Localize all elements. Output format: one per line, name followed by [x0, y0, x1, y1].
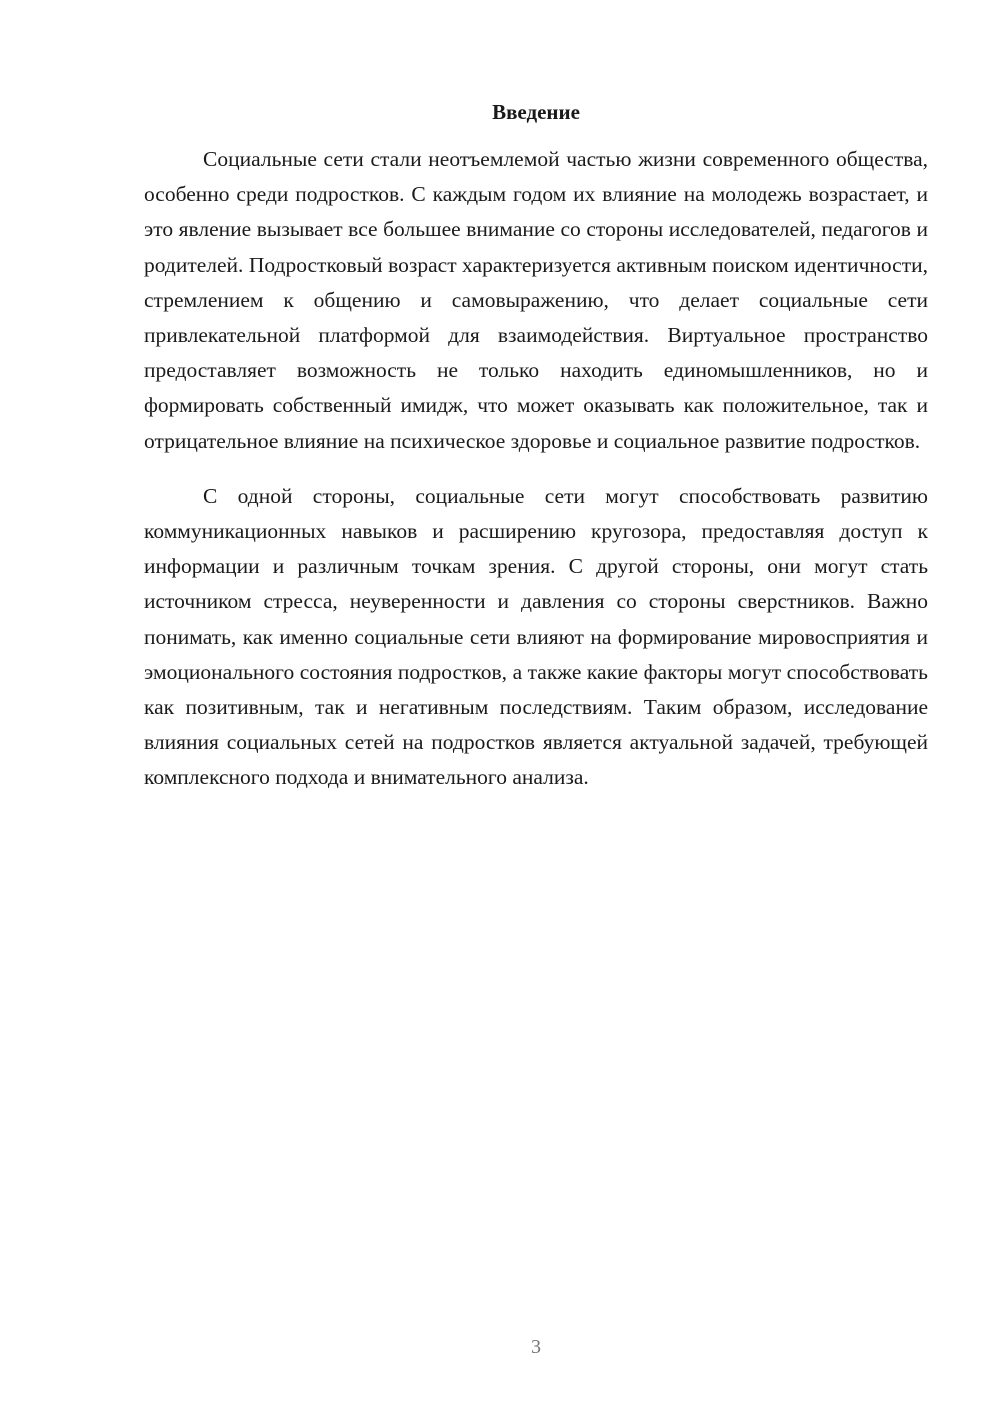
paragraph-2: С одной стороны, социальные сети могут способствовать развитию коммуникационных навыков и расширению кругозора, предоставляя доступ к информации и различным точкам зрения. С другой стороны, они могут стать источником стресса, неуверенности и давления со стороны сверстников. Важно понимать, как именно социальные сети влияют на формирование мировосприятия и эмоционального состояния подростков, а также какие факторы могут способствовать как позитивным, так и негативным последствиям. Таким образом, исследование влияния социальных сетей на подростков является актуальной задачей, требующей комплексного подхода и внимательного анализа. — [144, 483, 928, 790]
section-heading: Введение — [492, 100, 580, 124]
body-text — [144, 142, 928, 796]
paragraph-1: Социальные сети стали неотъемлемой частью жизни современного общества, особенно среди подростков. С каждым годом их влияние на молодежь возрастает, и это явление вызывает все большее внимание со стороны исследователей, педагогов и родителей. Подростковый возраст характеризуется активным поиском идентичности, стремлением к общению и самовыражению, что делает социальные сети привлекательной платформой для взаимодействия. Виртуальное пространство предоставляет возможность не только находить единомышленников, но и формировать собственный имидж, что может оказывать как положительное, так и отрицательное влияние на психическое здоровье и социальное развитие подростков. — [144, 147, 928, 453]
page-number: 3 — [531, 1336, 541, 1358]
